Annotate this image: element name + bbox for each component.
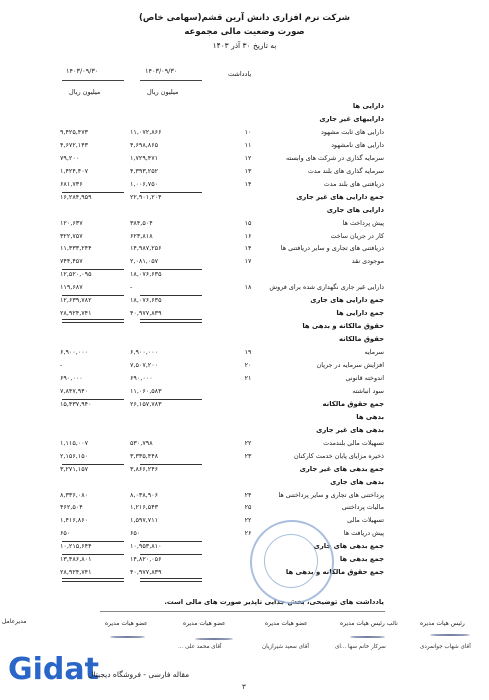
row-prior-value: ۱,۴۱۶,۸۶۰ (60, 516, 89, 525)
signature-role-2: نائب رئیس هیات مدیره (340, 620, 398, 627)
row-current-value: ۱۴,۸۲۰,۰۵۶ (130, 555, 162, 564)
table-row (0, 165, 489, 177)
subtotal-rule (140, 192, 202, 193)
col-note-header: یادداشت (228, 70, 252, 78)
row-prior-value: - (60, 361, 63, 369)
table-row (0, 424, 489, 436)
table-row (0, 333, 489, 345)
row-current-value: ۱۱,۰۷۲,۸۶۶ (130, 127, 162, 136)
table-row (0, 566, 489, 578)
row-prior-value: ۱۶,۲۸۴,۹۵۹ (60, 192, 92, 201)
col-current-header: ۱۴۰۳/۰۹/۳۰ (145, 67, 178, 75)
row-current-value: ۲۲,۹۰۱,۲۰۴ (130, 192, 162, 201)
subtotal-rule (62, 541, 124, 542)
row-note: ۱۵ (244, 218, 252, 227)
row-note: ۱۴ (244, 179, 252, 188)
row-current-value: ۶,۹۰۰,۰۰۰ (130, 348, 159, 357)
row-label: جمع بدهی ها (339, 555, 384, 564)
row-label: سرمایه گذاری در شرکت های وابسته (285, 153, 384, 162)
signature-name-2: سرکار خانم سها ...ای (335, 644, 386, 650)
table-row (0, 230, 489, 242)
table-row (0, 139, 489, 151)
row-label: افزایش سرمایه در جریان (316, 361, 384, 369)
table-row (0, 411, 489, 423)
table-row (0, 372, 489, 384)
row-note: ۱۴ (244, 244, 252, 253)
row-prior-value: ۳۲۲,۷۵۷ (60, 231, 83, 240)
signature-scribble-1 (430, 634, 470, 636)
row-note: ۱۹ (244, 348, 252, 357)
col-prior-unit: میلیون ریال (69, 88, 101, 96)
col-current-unit: میلیون ریال (147, 88, 179, 96)
row-prior-value: ۱۳,۴۸۶,۸۰۱ (60, 555, 92, 564)
signature-role-6: مدیرعامل (2, 618, 27, 625)
row-current-value: ۱,۰۰۶,۷۵۰ (130, 179, 159, 188)
row-note: ۲۳ (244, 451, 252, 460)
signature-scribble-2 (350, 636, 385, 638)
company-seal (250, 520, 334, 604)
row-current-value: ۷,۵۰۷,۲۰۰ (130, 361, 159, 369)
row-current-value: ۱,۷۲۹,۴۷۱ (130, 153, 159, 162)
table-row (0, 385, 489, 397)
table-row (0, 476, 489, 488)
row-current-value: ۳۸۴,۵۰۴ (130, 218, 153, 227)
table-row (0, 514, 489, 526)
company-name: شرکت نرم افزاری دانش آرین قشم(سهامی خاص) (139, 13, 350, 23)
row-note: ۱۷ (244, 257, 252, 266)
row-note: ۲۲ (244, 516, 252, 525)
row-prior-value: ۶۸۱,۷۳۶ (60, 179, 83, 188)
subtotal-rule (62, 464, 124, 465)
table-row (0, 113, 489, 125)
subtotal-rule (140, 554, 202, 555)
subtotal-rule (140, 269, 202, 270)
row-current-value: ۱۰,۹۵۳,۸۱۰ (130, 542, 162, 551)
row-label: جمع بدهی های جاری (313, 542, 384, 551)
table-row (0, 450, 489, 462)
watermark-tagline: مقاله فارسی - فروشگاه دیجیتال (88, 670, 190, 679)
subtotal-rule (140, 295, 202, 296)
row-label: دارایی های ثابت مشهود (321, 127, 384, 136)
row-prior-value: ۱۲,۶۳۹,۷۸۲ (60, 296, 92, 305)
row-prior-value: ۱۵,۴۳۷,۹۴۰ (60, 399, 92, 408)
signature-role-5: عضو هیات مدیره (105, 620, 148, 627)
row-prior-value: ۱۰,۲۱۵,۶۴۴ (60, 542, 92, 551)
row-label: دارایی های جاری (326, 205, 384, 214)
row-label: دارایی غیر جاری نگهداری شده برای فروش (269, 283, 384, 292)
row-prior-value: ۷,۸۴۷,۹۴۰ (60, 386, 89, 395)
row-prior-value: ۲۸,۹۲۴,۷۴۱ (60, 309, 92, 318)
row-label: سود انباشته (352, 386, 384, 395)
row-label: تسهیلات مالی بلندمدت (323, 438, 384, 447)
row-note: ۲۴ (244, 490, 252, 499)
row-label: موجودی نقد (351, 257, 384, 266)
row-prior-value: ۱۲,۵۲۰,۰۹۵ (60, 270, 92, 279)
row-current-value: ۱,۲۱۶,۵۴۳ (130, 503, 159, 512)
row-current-value: ۴۰,۹۷۷,۸۳۹ (130, 568, 162, 577)
col-prior-header: ۱۴۰۳/۰۹/۳۰ (66, 67, 99, 75)
row-label: جمع دارایی های جاری (310, 296, 384, 305)
row-label: سرمایه (364, 348, 384, 357)
footnote-rule (100, 611, 385, 612)
row-note: ۲۲ (244, 438, 252, 447)
row-prior-value: ۱۲۰,۶۳۷ (60, 218, 83, 227)
col-prior-rule (62, 80, 124, 81)
subtotal-rule (62, 192, 124, 193)
subtotal-rule (140, 541, 202, 542)
row-label: دریافتنی های تجاری و سایر دریافتنی ها (280, 244, 384, 253)
row-current-value: ۶۵۰ (130, 529, 141, 538)
table-row (0, 152, 489, 164)
footnote: یادداشت های توضیحی، بخش جدایی ناپذیر صورت های مالی است. (164, 598, 384, 606)
row-current-value: ۲۶,۱۵۷,۷۸۳ (130, 399, 162, 408)
row-label: جمع دارایی ها (336, 309, 384, 318)
row-note: ۲۵ (244, 503, 252, 512)
row-prior-value: ۹,۴۲۵,۴۷۳ (60, 127, 89, 136)
statement-title: صورت وضعیت مالی مجموعه (184, 27, 305, 37)
row-prior-value: ۲۸,۹۲۴,۷۴۱ (60, 568, 92, 577)
table-row (0, 437, 489, 449)
table-row (0, 126, 489, 138)
table-row (0, 242, 489, 254)
row-label: دارایی های نامشهود (331, 140, 384, 149)
row-note: ۲۰ (244, 361, 252, 369)
row-current-value: ۵۳۰,۷۹۸ (130, 438, 153, 447)
row-label: حقوق مالکانه و بدهی ها (302, 322, 384, 331)
row-current-value: ۳,۳۳۵,۴۴۸ (130, 451, 159, 460)
row-note: ۱۱ (244, 140, 252, 149)
row-current-value: - (130, 283, 133, 292)
table-row (0, 255, 489, 267)
row-current-value: ۱,۵۹۷,۷۱۱ (130, 516, 159, 525)
row-prior-value: ۳,۲۷۱,۱۵۷ (60, 464, 89, 473)
subtotal-rule (62, 295, 124, 296)
signature-name-1: آقای شهاب جوانمردی (420, 644, 471, 650)
row-prior-value: ۲,۱۵۶,۱۵۰ (60, 451, 89, 460)
signature-scribble-3 (195, 638, 233, 640)
table-row (0, 527, 489, 539)
row-prior-value: ۶,۹۰۰,۰۰۰ (60, 348, 89, 357)
row-label: کار در جریان ساخت (330, 231, 384, 240)
signature-role-3: عضو هیات مدیره (265, 620, 308, 627)
statement-date: به تاریخ ۳۰ آذر ۱۴۰۳ (212, 41, 277, 50)
total-double-rule (140, 578, 202, 582)
row-prior-value: ۱,۴۲۴,۴۰۷ (60, 166, 89, 175)
row-prior-value: ۴,۶۷۲,۱۴۳ (60, 140, 89, 149)
table-row (0, 489, 489, 501)
row-label: پرداختنی های تجاری و سایر پرداختنی ها (278, 490, 384, 499)
row-label: سرمایه گذاری های بلند مدت (307, 166, 384, 175)
signature-role-1: رئیس هیات مدیره (420, 620, 465, 627)
col-current-rule (140, 80, 202, 81)
row-label: بدهی ها (356, 412, 384, 421)
table-row (0, 100, 489, 112)
watermark-logo: Gidat (8, 652, 99, 687)
row-current-value: ۸,۰۳۸,۹۰۶ (130, 490, 159, 499)
table-row (0, 320, 489, 332)
subtotal-rule (62, 399, 124, 400)
row-note: ۱۰ (244, 127, 252, 136)
row-prior-value: ۷۹,۲۰۰ (60, 153, 80, 162)
row-label: پیش پرداخت ها (342, 218, 384, 227)
row-current-value: ۱۱,۰۶۰,۵۸۳ (130, 386, 162, 395)
row-note: ۲۶ (244, 529, 252, 538)
row-label: ذخیره مزایای پایان خدمت کارکنان (293, 451, 384, 460)
table-row (0, 178, 489, 190)
row-label: جمع بدهی های غیر جاری (299, 464, 384, 473)
signature-name-3: آقای سعید شیرازیان (262, 644, 309, 650)
table-row (0, 346, 489, 358)
subtotal-rule (140, 399, 202, 400)
signature-name-4: آقای محمد علی ... (178, 644, 222, 650)
total-double-rule (62, 578, 124, 582)
row-current-value: ۱۴,۹۸۷,۲۵۶ (130, 244, 162, 253)
table-row (0, 307, 489, 319)
row-note: ۲۱ (244, 373, 252, 382)
row-prior-value: ۱۱۹,۶۸۷ (60, 283, 83, 292)
row-current-value: ۶۲۳,۸۱۸ (130, 231, 153, 240)
row-current-value: ۴۰,۹۷۷,۸۳۹ (130, 309, 162, 318)
row-label: بدهی های جاری (330, 477, 384, 486)
row-note: ۱۲ (244, 153, 252, 162)
row-prior-value: ۶۵۰ (60, 529, 71, 538)
row-label: اندوخته قانونی (345, 373, 384, 382)
row-prior-value: ۶۹۰,۰۰۰ (60, 373, 83, 382)
signature-scribble-4 (110, 636, 145, 638)
table-row (0, 217, 489, 229)
table-row (0, 204, 489, 216)
row-label: حقوق مالکانه (339, 335, 384, 344)
row-current-value: ۴,۳۹۳,۲۵۲ (130, 166, 159, 175)
row-current-value: ۱۸,۰۷۶,۶۳۵ (130, 270, 162, 279)
row-current-value: ۳,۸۶۶,۲۴۶ (130, 464, 159, 473)
row-note: ۱۸ (244, 283, 252, 292)
row-label: مالیات پرداختنی (341, 503, 384, 512)
subtotal-rule (62, 269, 124, 270)
row-current-value: ۴,۶۹۸,۸۶۵ (130, 140, 159, 149)
row-prior-value: ۱۱,۳۳۳,۲۴۴ (60, 244, 92, 253)
row-label: دارایی ها (352, 102, 384, 110)
row-label: بدهی های غیر جاری (316, 425, 384, 434)
row-label: جمع دارایی های غیر جاری (296, 192, 384, 201)
row-label: جمع حقوق مالکانه و بدهی ها (285, 568, 384, 577)
row-label: پیش دریافت ها (343, 529, 384, 538)
row-prior-value: ۷۴۴,۴۵۷ (60, 257, 83, 266)
table-row (0, 501, 489, 513)
row-prior-value: ۱,۱۱۵,۰۰۷ (60, 438, 89, 447)
row-current-value: ۶۹۰,۰۰۰ (130, 373, 153, 382)
row-label: تسهیلات مالی (347, 516, 384, 525)
row-prior-value: ۴۶۲,۵۰۴ (60, 503, 83, 512)
subtotal-rule (62, 554, 124, 555)
row-note: ۱۶ (244, 231, 252, 240)
row-note: ۱۳ (244, 166, 252, 175)
table-row (0, 281, 489, 293)
page-number: ۳ (242, 683, 246, 691)
subtotal-rule (140, 464, 202, 465)
table-row (0, 359, 489, 371)
row-current-value: ۲,۰۸۱,۰۵۷ (130, 257, 159, 266)
signature-role-4: عضو هیات مدیره (183, 620, 226, 627)
row-current-value: ۱۸,۰۷۶,۶۳۵ (130, 296, 162, 305)
row-label: داراییهای غیر جاری (319, 114, 384, 123)
row-label: دریافتنی های بلند مدت (323, 179, 384, 188)
row-label: جمع حقوق مالکانه (322, 399, 384, 408)
row-prior-value: ۸,۳۳۶,۰۸۰ (60, 490, 89, 499)
